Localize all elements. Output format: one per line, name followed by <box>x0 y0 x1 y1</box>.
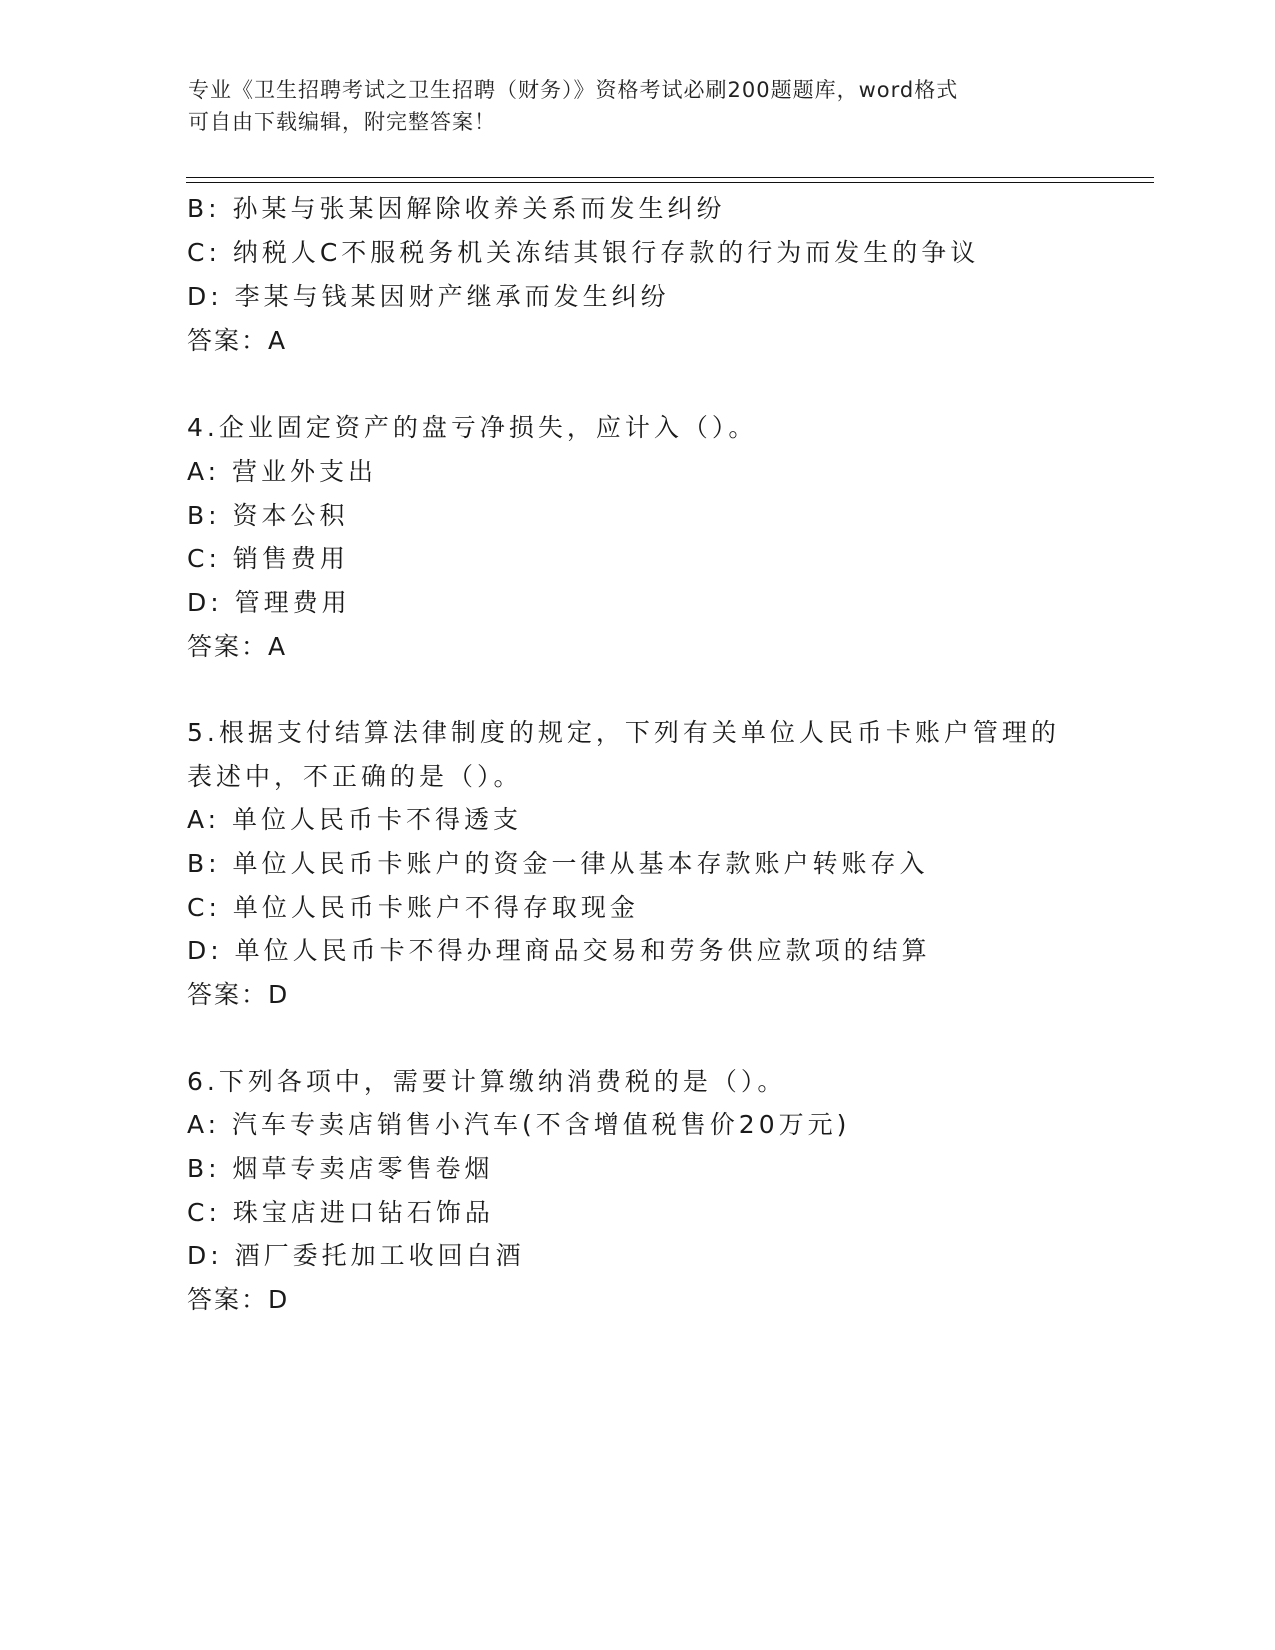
header-divider-top <box>186 177 1154 178</box>
q3-option-c: C: 纳税人C不服税务机关冻结其银行存款的行为而发生的争议 <box>187 238 980 267</box>
q5-answer: 答案：D <box>187 980 290 1009</box>
q6-option-c: C: 珠宝店进口钻石饰品 <box>187 1198 494 1227</box>
q5-option-a: A: 单位人民币卡不得透支 <box>187 805 523 834</box>
q5-stem-line-1: 5.根据支付结算法律制度的规定，下列有关单位人民币卡账户管理的 <box>187 718 1060 747</box>
q3-option-b: B: 孙某与张某因解除收养关系而发生纠纷 <box>187 194 726 223</box>
q5-stem-line-2: 表述中，不正确的是（）。 <box>187 762 523 791</box>
header-divider-bottom <box>186 182 1154 183</box>
q6-option-b: B: 烟草专卖店零售卷烟 <box>187 1154 494 1183</box>
q5-option-c: C: 单位人民币卡账户不得存取现金 <box>187 893 639 922</box>
q5-option-d: D: 单位人民币卡不得办理商品交易和劳务供应款项的结算 <box>187 936 931 965</box>
q6-stem: 6.下列各项中，需要计算缴纳消费税的是（）。 <box>187 1067 787 1096</box>
q4-stem: 4.企业固定资产的盘亏净损失，应计入（）。 <box>187 413 758 442</box>
q4-option-a: A: 营业外支出 <box>187 457 378 486</box>
document-header <box>188 74 1088 138</box>
q4-answer: 答案：A <box>187 632 288 661</box>
q4-option-c: C: 销售费用 <box>187 544 349 573</box>
q4-option-b: B: 资本公积 <box>187 501 349 530</box>
q3-option-d: D: 李某与钱某因财产继承而发生纠纷 <box>187 282 670 311</box>
header-title-line-1: 专业《卫生招聘考试之卫生招聘（财务）》资格考试必刷200题题库，word格式 <box>188 78 959 102</box>
q6-option-d: D: 酒厂委托加工收回白酒 <box>187 1241 525 1270</box>
q6-option-a: A: 汽车专卖店销售小汽车(不含增值税售价20万元) <box>187 1110 851 1139</box>
q5-option-b: B: 单位人民币卡账户的资金一律从基本存款账户转账存入 <box>187 849 929 878</box>
q4-option-d: D: 管理费用 <box>187 588 351 617</box>
header-title-line-2: 可自由下载编辑，附完整答案！ <box>188 110 496 134</box>
q6-answer: 答案：D <box>187 1285 290 1314</box>
q3-answer: 答案：A <box>187 326 288 355</box>
